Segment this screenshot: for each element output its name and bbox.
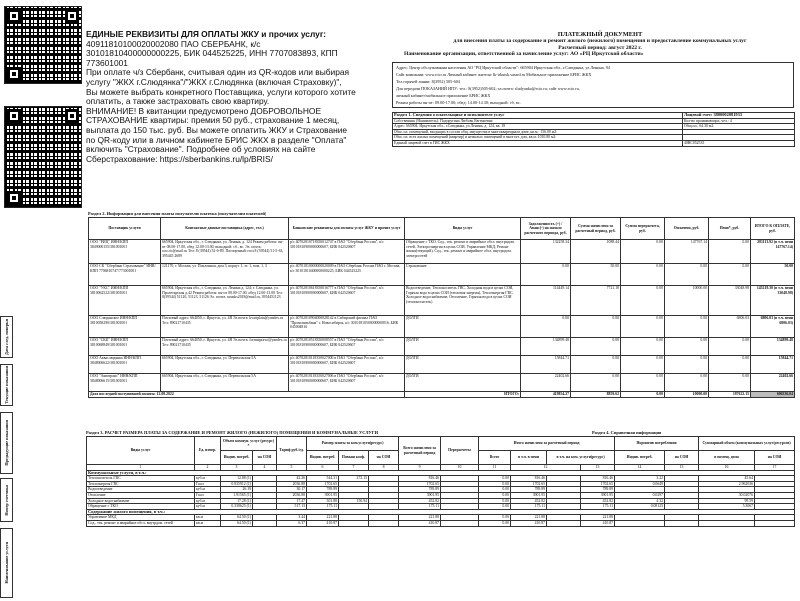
service-value <box>699 520 755 526</box>
col-header: Задолженность (+) /Аванс(-) на начало расчетного периода, руб. <box>521 218 571 240</box>
organization-name: Наименование организации, ответственной за начисление услуг: АО «РЦ Иркутской области» <box>404 51 644 58</box>
service-value: 221.88 <box>511 515 547 521</box>
service-value: 150.94 <box>339 498 369 504</box>
supplier-row <box>89 316 795 338</box>
service-value: 64.50 (1) <box>221 515 253 521</box>
col-header: Пени*, руб. <box>709 218 751 240</box>
recalc: 0.00 <box>621 356 665 374</box>
column-number: 17 <box>755 465 795 471</box>
service-value: 12.88 (1) <box>221 476 253 482</box>
charged: 0.00 <box>571 338 621 356</box>
col-header: Сумма перерасчета, руб. <box>621 218 665 240</box>
payment-line: Вы можете выбрать конкретного Поставщика, услуги которого хотите <box>86 86 356 97</box>
paid: 147767.14 <box>665 240 709 264</box>
gis-account-label: Единый лицевой счет в ГИС ЖКХ <box>393 140 683 146</box>
payment-line: услугу "ЖКХ г.Слюдянка"/"ЖКХ г.Слюдянка (включая Страховку)", <box>86 76 342 87</box>
supplier-name: ООО Акваслюдянка ИНН/КПП 3848006622/381001001 <box>89 356 161 374</box>
group-title: Коммунальные услуги, в т.ч.: <box>87 470 795 476</box>
supplier-contacts: 665904, Иркутская обл., г. Слюдянка, ул. Ленина, д. 124 Режим работы: пн-пт 08.00-17.00, обед 12.00-13.00, выходной: сб., вс. Эл. почта: ooo.ric@mail.ru Тел: 8 (39544) 52-6-89, Паспортный стол 8 (39544) 51-5-63, 395445 2689 <box>161 240 289 264</box>
col-header: Виды услуг <box>405 218 521 240</box>
supplier-row <box>89 286 795 316</box>
supplier-row <box>89 374 795 392</box>
payment-details <box>86 30 386 164</box>
service-value: 816.46 <box>511 476 547 482</box>
col-header: Ед. измер. <box>195 437 221 465</box>
section2-title: Раздел 2. Информация для внесения платы получателю платежа (получателям платежей) <box>88 211 267 216</box>
service-value: 3901.95 <box>511 492 547 498</box>
supplier-row <box>89 240 795 264</box>
penalty: 0.00 <box>709 356 751 374</box>
qr-finder <box>7 9 21 23</box>
col-header: Виды услуг <box>87 437 195 465</box>
service-value: 30.02076 <box>699 492 755 498</box>
column-number: 3 <box>221 465 253 471</box>
service-value: 410.87 <box>307 520 339 526</box>
service-value: 816.46 <box>399 476 441 482</box>
service-value: 789.89 <box>511 487 547 493</box>
service-value: 6.37 <box>277 520 307 526</box>
service-value: 175.11 <box>511 504 547 510</box>
total-due: 50.00 <box>751 264 795 286</box>
section3-title: Раздел 3. РАСЧЕТ РАЗМЕРА ПЛАТЫ ЗА СОДЕРЖАНИЕ И РЕМОНТ ЖИЛОГО (НЕЖИЛОГО) ПОМЕЩЕНИЯ И КОММУНАЛЬНЫЕ УСЛУГИ <box>86 430 378 435</box>
col-header: Оплачено, руб. <box>665 218 709 240</box>
service-value: 3.44 <box>277 515 307 521</box>
org-line: Для передачи ПОКАЗАНИЙ ИПУ: тел.: 8(3952)505-602; эл.почта: sludyanka@rcio.ru; сайт www.rcio.ru, <box>396 86 580 91</box>
sub-header: на СОИ <box>665 451 699 465</box>
paid: 10000.00 <box>665 286 709 316</box>
payment-line: включить "Страхование". Подробнее об условиях на сайте <box>86 144 316 155</box>
total-due: 145219.30 (в т.ч. пени 33048.98) <box>751 286 795 316</box>
service-value: 0.00 <box>479 498 511 504</box>
service-value: 3901.95 <box>581 492 615 498</box>
service-value <box>441 520 479 526</box>
total-value: 8859.62 <box>571 392 621 398</box>
column-number: 2 <box>195 465 221 471</box>
service-name: Теплоноситель ГВС <box>87 476 195 482</box>
service-value: 3901.95 <box>307 492 339 498</box>
total-value: 187622.15 <box>709 392 751 398</box>
service-value: 816.46 <box>581 476 615 482</box>
col-header: Сумма начислено за расчетный период, руб. <box>571 218 621 240</box>
service-value <box>369 520 399 526</box>
qr-finder <box>7 67 21 81</box>
services: ДОЛГИ <box>405 316 521 338</box>
column-number: 12 <box>511 465 581 471</box>
col-header: Норматив потребления <box>615 437 699 451</box>
col-header: Объем коммун. услуг (ресурс) * <box>221 437 277 451</box>
side-label: Текущие показания <box>0 364 13 406</box>
qr-code-zhku[interactable] <box>4 6 82 84</box>
services: Обращение с ТКО, Сод., тек. ремонт и аварийное обсл. внутридом. сетей, Электроэнергия в целях СОИ, Управление МКД, Ремонт жилья(текущий), Сод., тек. ремонт и аварийное обсл. внутридом. электросетей <box>405 240 521 264</box>
col-header: Контактные данные поставщика (адрес, тел.) <box>161 218 289 240</box>
bank-details: р/с 40702810718350012747 в ПАО "Сбербанк России", к/с 30101810900000000607, БИК 042520607 <box>289 240 405 264</box>
service-name: Холодное водоснабжение <box>87 498 195 504</box>
sub-header: Индив. потреб. <box>221 451 253 465</box>
payment-line: СТРАХОВАНИЕ квартиры: премия 50 руб., страхование 1 месяц, <box>86 115 340 126</box>
penalty: 33048.98 <box>709 286 751 316</box>
paid: 0.00 <box>665 316 709 338</box>
bank-details: р/с 40702810518350008557 в ПАО "Сбербанк России", к/с 30101810900000000607, БИК 042520607 <box>289 338 405 356</box>
payment-line: ЕДИНЫЕ РЕКВИЗИТЫ ДЛЯ ОПЛАТЫ ЖКУ и прочих услуг: <box>86 29 327 39</box>
bank-details: р/с 40702810618350016777 в ПАО "Сбербанк России", к/с 30101810900000000607, БИК 042520607 <box>289 286 405 316</box>
service-value: 2036.88 <box>277 492 307 498</box>
column-number: 13 <box>581 465 615 471</box>
org-line: Режим работы пн-пт: 09.00-17.00; обед: 14.00-14.30; выходной: сб, вс. <box>396 100 521 105</box>
charged: 50.00 <box>571 264 621 286</box>
section2-suppliers-table <box>88 217 795 398</box>
sub-header: Индив. потреб. <box>307 451 339 465</box>
column-number: 10 <box>441 465 479 471</box>
column-number: 6 <box>307 465 339 471</box>
recalc: 0.00 <box>621 240 665 264</box>
column-number: 7 <box>339 465 369 471</box>
total-value: 606336.04 <box>751 392 795 398</box>
service-value: 789.89 <box>307 487 339 493</box>
service-value: 26.19 <box>221 487 253 493</box>
charged: 1088.44 <box>571 240 621 264</box>
sub-header: Повыш коэф. <box>339 451 369 465</box>
org-line: личный кабинет/мобильное приложение БРИС ЖКХ <box>396 93 491 98</box>
service-value: 175.11 <box>307 504 339 510</box>
supplier-name: ООО СК "Сбербанк Страхование" ИНН/КПП 7706810747/773001001 <box>89 264 161 286</box>
service-value: 45.64 <box>699 476 755 482</box>
paid: 0.00 <box>665 338 709 356</box>
column-number: 11 <box>479 465 511 471</box>
col-header: Суммарный объем (коммунальных услуг/ресурсов) <box>699 437 795 451</box>
service-name: Водоотведение <box>87 487 195 493</box>
service-value: 0.00 <box>479 487 511 493</box>
supplier-name: ООО "РИЦ" ИНН/КПП 3849000155/381001001 <box>89 240 161 264</box>
supplier-row <box>89 264 795 286</box>
service-value <box>253 520 277 526</box>
service-value: 1702.65 <box>307 481 339 487</box>
section1-payer-info <box>392 112 795 147</box>
services: Водоотведение, Теплоноситель ГВС, Холодная вода в целях СОИ, Горячая вода в целях СОИ (тепловая энергия), Теплоэнергия ГВС, Холодное водоснабжение, Отопление, Горячая вода в целях СОИ (теплоноситель) <box>405 286 521 316</box>
column-number: 9 <box>399 465 441 471</box>
service-value: 99.59 <box>699 498 755 504</box>
col-header: Поставщик услуги <box>89 218 161 240</box>
debt-start: 22402.66 <box>521 374 571 392</box>
group-title: Содержание жилого помещения, в т.ч.: <box>87 509 795 515</box>
service-value: кв.м <box>195 520 221 526</box>
total-value: 10000.00 <box>665 392 709 398</box>
service-value: 410.87 <box>581 520 615 526</box>
total-due: 281113.92 (в т.ч. пени 147767.14) <box>751 240 795 264</box>
area: Общ.пл., 64.30 м2: <box>683 124 795 130</box>
paid: 0.00 <box>665 356 709 374</box>
service-value: 452.82 <box>581 498 615 504</box>
total-due: 22402.66 <box>751 374 795 392</box>
supplier-contacts: 665904, Иркутская обл., г. Слюдянка, ул. Перевальская 5А <box>161 356 289 374</box>
col-header: Всего начислено за расчетный период <box>399 437 441 465</box>
debt-start: 0.00 <box>521 316 571 338</box>
services: ДОЛГИ <box>405 356 521 374</box>
service-value: 410.87 <box>511 520 547 526</box>
service-value <box>755 520 795 526</box>
document-heading: ПЛАТЕЖНЫЙ ДОКУМЕНТ <box>557 31 643 38</box>
recalc: 0.00 <box>621 316 665 338</box>
billing-period: Расчетный период: август 2022 г. <box>558 44 642 51</box>
service-value: 0.0297 <box>615 492 665 498</box>
service-value: кв.м <box>195 515 221 521</box>
supplier-contacts: 121170, г. Москва, ул. Поклонная, дом 3, корпус 1, эт. 1, пом. 1, 3 <box>161 264 289 286</box>
service-value: 221.88 <box>307 515 339 521</box>
org-line: Адрес: Центр обслуживания населения АО "РЦ Иркутской области": 665904 Иркутская обл., г.Слюдянка, ул.Ленина, 94 <box>396 65 610 70</box>
service-value: 1702.65 <box>511 481 547 487</box>
service-value: 30.17 <box>277 487 307 493</box>
service-value: 0.00 <box>479 481 511 487</box>
column-number: 8 <box>369 465 399 471</box>
bank-details: р/с 40702810118350027000 в ПАО "Сбербанк России", к/с 30101810900000000607, БИК 042520607 <box>289 356 405 374</box>
service-value: 0.338625 (1) <box>221 504 253 510</box>
bank-details: р/с 40701810000000020009 в ПАО Сбербанк России ПАО г. Москва, к/с 30101810400000000225, БИК 044525225 <box>289 264 405 286</box>
payment-line: Сберстрахование: https://sberbankins.ru/lp/BRIS/ <box>86 153 273 164</box>
service-value: куб.м <box>195 498 221 504</box>
sub-header: на СОИ <box>253 451 277 465</box>
penalty: 0.00 <box>709 264 751 286</box>
total-due: 6806.03 (в т.ч. пени 6806.03) <box>751 316 795 338</box>
col-header: Тариф руб./ед. <box>277 437 307 465</box>
paid: 0.00 <box>665 374 709 392</box>
service-value <box>665 520 699 526</box>
payment-line: 40911810100020002080 ПАО СБЕРБАНК, к/с <box>86 38 261 49</box>
payment-line: оплатить, а также застраховать свою квартиру. <box>86 96 270 107</box>
service-value: Гкал <box>195 481 221 487</box>
service-value: 452.82 <box>511 498 547 504</box>
supplier-name: ООО "Акватранс" ИНН/КПП 3848006615/381001001 <box>89 374 161 392</box>
service-value: 0.00 <box>479 492 511 498</box>
payment-line: 773601001 <box>86 57 128 68</box>
side-label: Дата след. поверки <box>0 316 13 358</box>
service-value: 272.15 <box>339 476 369 482</box>
service-value: 5.3067 <box>699 504 755 510</box>
service-value: 1.91565 (1) <box>221 492 253 498</box>
section4-title: Раздел 4. Справочная информация <box>592 430 662 435</box>
service-value: 221.88 <box>581 515 615 521</box>
penalty: 6806.03 <box>709 316 751 338</box>
supplier-name: ООО Слюдянское ИНН/КПП 3810058290/381001001 <box>89 316 161 338</box>
service-value: 301.88 <box>307 498 339 504</box>
service-value: 789.89 <box>581 487 615 493</box>
side-label: Номер счетчика <box>0 478 13 522</box>
service-value: 221.88 <box>399 515 441 521</box>
service-value: 175.11 <box>399 504 441 510</box>
document-subtitle: для внесения платы за содержание и ремонт жилого (нежилого) помещения и предоставление коммунальных услуг <box>453 38 747 45</box>
service-row <box>87 520 795 526</box>
service-value: 175.11 <box>581 504 615 510</box>
service-name: Обращение с ТКО <box>87 504 195 510</box>
column-number: 1 <box>87 465 195 471</box>
total-label: ИТОГО: <box>405 392 521 398</box>
payment-line: выплата до 150 тыс. руб. Вы можете оплатить ЖКУ и Страхование <box>86 124 348 135</box>
supplier-contacts: Почтовый адрес: 664050, г. Иркутск, ул. 4Я Эл.почта: kvartplata@yandex.ru Тел: 89021710435 <box>161 316 289 338</box>
services: Страхование <box>405 264 521 286</box>
sub-header: на СОИ <box>755 451 795 465</box>
service-value: 17.28 (1) <box>221 498 253 504</box>
bank-details: р/с 40702810118350027006 в ПАО "Сбербанк России", к/с 30101810900000000607, БИК 042520607 <box>289 374 405 392</box>
service-value: 0.0649 <box>615 481 665 487</box>
document-title <box>400 32 800 58</box>
service-value: 3.22 <box>615 476 665 482</box>
column-number: 4 <box>253 465 277 471</box>
penalty: 0.00 <box>709 338 751 356</box>
payment-line: При оплате ч/з Сбербанк, считывая один из QR-кодов или выбирая <box>86 67 350 78</box>
qr-finder <box>7 191 21 205</box>
service-value: 0.00 <box>479 515 511 521</box>
supplier-row <box>89 338 795 356</box>
qr-code-zhku-insurance[interactable] <box>4 106 82 208</box>
service-value: 1702.65 <box>399 481 441 487</box>
services: ДОЛГИ <box>405 374 521 392</box>
org-line: Тел.горячей линии: 8(3952) 505-604 <box>396 79 460 84</box>
address: Адрес: 665904, Иркутская обл., г.Слюдянка, ул.Ленина, д. 124, кв. 18 <box>393 124 683 130</box>
payment-line: 30101810400000000225, БИК 044525225, ИНН 7707083893, КПП <box>86 48 338 59</box>
service-value <box>547 520 581 526</box>
service-value <box>615 520 665 526</box>
qr-finder <box>65 9 79 23</box>
col-header: Размер платы за ком.услуги(ресурс) <box>307 437 399 451</box>
total-value: 0.00 <box>621 392 665 398</box>
debt-start: 132258.34 <box>521 240 571 264</box>
supplier-row <box>89 356 795 374</box>
col-header: ИТОГО К ОПЛАТЕ, руб. <box>751 218 795 240</box>
totals-row <box>89 392 795 398</box>
service-value: 544.31 <box>307 476 339 482</box>
column-number: 5 <box>277 465 307 471</box>
service-value: 4.32 <box>615 498 665 504</box>
supplier-contacts: 665904, Иркутская обл., г. Слюдянка, ул. Перевальская 5А <box>161 374 289 392</box>
column-number: 16 <box>699 465 755 471</box>
service-value: 42.26 <box>277 476 307 482</box>
recalc: 0.00 <box>621 374 665 392</box>
side-label: Предыдущие показания <box>0 412 13 474</box>
recalc: 0.00 <box>621 338 665 356</box>
org-line: Сайт компании: www.rcio.ru Личный кабинет жителя: lk-irkutsk.sarard.ru Мобильное приложение БРИС ЖКХ <box>396 72 592 77</box>
penalty: 0.00 <box>709 240 751 264</box>
service-name: Управление МКД <box>87 515 195 521</box>
supplier-name: ООО "СКК" ИНН/КПП 3810068849/381001001 <box>89 338 161 356</box>
section1-title: Раздел 1. Сведения о плательщике и исполнителе услуг <box>393 113 683 119</box>
service-value: 2.962036 <box>699 481 755 487</box>
side-label: Наименование услуги <box>0 528 13 598</box>
qr-finder <box>7 109 21 123</box>
service-value: 2036.88 <box>277 481 307 487</box>
total-area: Обш. пл. всех жилых помещений (квартир) и нежилых помещений в многоэт. дом, кв.м.:1010.80 м2: <box>393 135 683 141</box>
service-value: 17.47 <box>277 498 307 504</box>
owner-name: Собственник (Наниматель): Подпругина Любовь Евгеньевна <box>393 118 683 124</box>
sub-header: Индив. потреб. <box>615 451 665 465</box>
col-header: Перерасчеты <box>441 437 479 465</box>
col-header: Банковские реквизиты для оплаты услуг ЖКУ и прочих услуг <box>289 218 405 240</box>
total-due: 134899.48 <box>751 338 795 356</box>
gis-account-value: 40ВС052535 <box>683 140 795 146</box>
bank-details: р/с 40702810904000028142 в Сибирский филиал ПАО "Промсвязьбанк" г. Новосибирск, к/с 30101810500000000816, БИК 045004816 <box>289 316 405 338</box>
total-due: 15844.71 <box>751 356 795 374</box>
col-header: Итого начислено за расчетный период <box>479 437 615 451</box>
service-name: Теплоэнергия ГВС <box>87 481 195 487</box>
recalc: 0.00 <box>621 286 665 316</box>
debt-start: 134899.48 <box>521 338 571 356</box>
debt-start: 0.00 <box>521 264 571 286</box>
charged: 7721.18 <box>571 286 621 316</box>
service-value: куб.м <box>195 487 221 493</box>
debt-start: 15844.71 <box>521 356 571 374</box>
charged: 0.00 <box>571 316 621 338</box>
service-value: Гкал <box>195 492 221 498</box>
supplier-contacts: 665904, Иркутская обл., г. Слюдянка, ул. Ленина д. 124; г. Слюдянка, ул. Пролетарская д.42 Режим работы: пн-пт 08.00-17.00, обед 12.00-13.00 Тел: 8(39544) 51120, 51123, 51126 Эл. почта: uzuuks2018@mail.ru, 3954451123 <box>161 286 289 316</box>
service-value: 789.89 <box>399 487 441 493</box>
section3-calculation-table <box>86 436 795 527</box>
account-number: Лицевой счет: 3800002081933 <box>683 113 795 119</box>
total-value: 419854.27 <box>521 392 571 398</box>
sub-header: в помещ. дома <box>699 451 755 465</box>
service-value: 0.00 <box>479 504 511 510</box>
column-number: 14 <box>615 465 665 471</box>
sub-header: Всего <box>479 451 511 465</box>
paid: 0.00 <box>665 264 709 286</box>
last-payment-date: Дата последней поступившей оплаты: 12.08.2022 <box>89 392 405 398</box>
services: ДОЛГИ <box>405 338 521 356</box>
service-value: 452.82 <box>399 498 441 504</box>
service-value: 0.08125 <box>615 504 665 510</box>
charged: 0.00 <box>571 356 621 374</box>
service-value: 0.00 <box>479 476 511 482</box>
service-name: Отопление <box>87 492 195 498</box>
sub-header: на СОИ <box>369 451 399 465</box>
debt-start: 114449.14 <box>521 286 571 316</box>
organization-info <box>392 62 794 108</box>
service-value: 0.835912 (1) <box>221 481 253 487</box>
service-value: 1702.65 <box>581 481 615 487</box>
sub-header: в т.ч. на ком. услуги(ресурс) <box>547 451 615 465</box>
service-name: Сод., тек. ремонт и аварийное обсл. внутрдом. сетей <box>87 520 195 526</box>
supplier-name: ООО "УКС" ИНН/КПП 3810062522/381001001 <box>89 286 161 316</box>
recalc: 0.00 <box>621 264 665 286</box>
service-value: 64.50 (1) <box>221 520 253 526</box>
supplier-contacts: Почтовый адрес: 664050, г. Иркутск, ул. 4Я Эл.почта: formatpravo@yandex.ru Тел: 89021710435 <box>161 338 289 356</box>
charged: 0.00 <box>571 374 621 392</box>
service-value: куб.м <box>195 476 221 482</box>
common-area: Обш. пл. помещений, входящих в состав общ. имущества в многоквартирном доме, кв.м.: 156.00 м2: <box>393 129 683 135</box>
service-value: 3901.95 <box>399 492 441 498</box>
qr-finder <box>65 109 79 123</box>
service-value: 410.87 <box>399 520 441 526</box>
payment-line: по QR-коду или в личном кабинете БРИС ЖКХ в разделе "Оплата" <box>86 134 347 145</box>
service-value: 0.00 <box>479 520 511 526</box>
column-number: 15 <box>665 465 699 471</box>
service-value: куб.м <box>195 504 221 510</box>
service-value <box>339 520 369 526</box>
sub-header: в т.ч. в пени <box>511 451 547 465</box>
service-value: 517.13 <box>277 504 307 510</box>
payment-line: ВНИМАНИЕ! В квитанции предусмотрено ДОБРОВОЛЬНОЕ <box>86 105 322 116</box>
penalty: 0.00 <box>709 374 751 392</box>
residents-count: Кол-во проживающих, чел.: 4 <box>683 118 795 124</box>
